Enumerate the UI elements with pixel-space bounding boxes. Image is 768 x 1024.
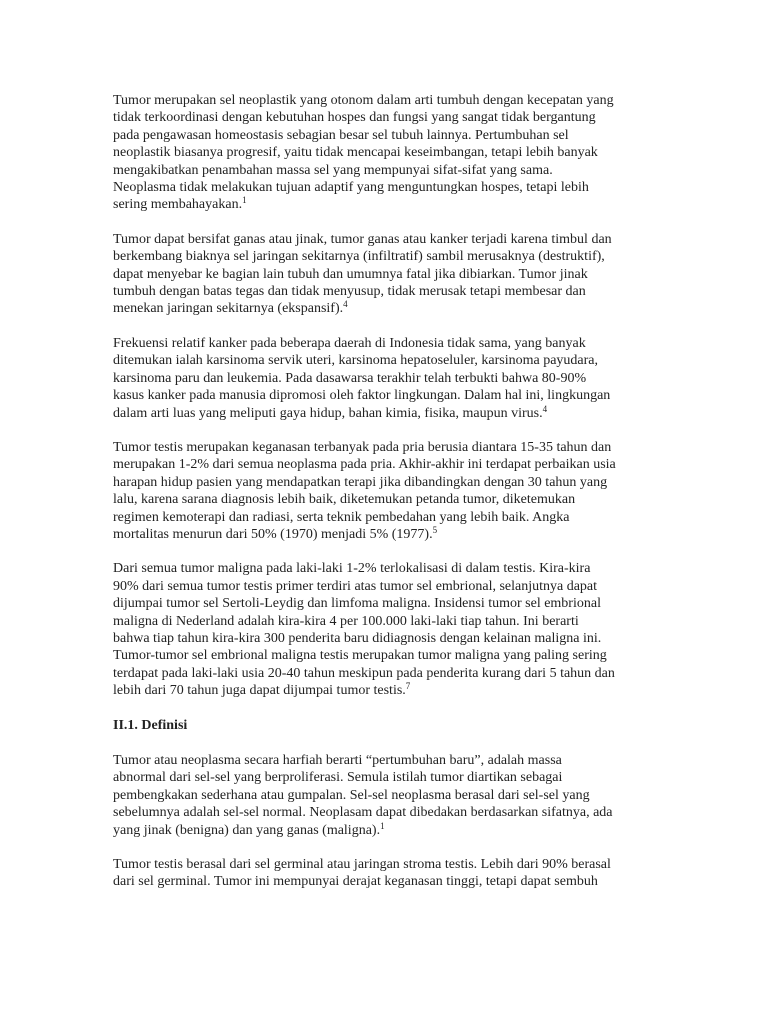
paragraph-line: abnormal dari sel-sel yang berproliferasi. Semula istilah tumor diartikan sebagai (113, 770, 563, 786)
citation-superscript: 1 (380, 820, 385, 831)
paragraph-line (113, 822, 658, 839)
paragraph-line: pembengkakan sederhana atau gumpalan. Sel-sel neoplasma berasal dari sel-sel yang (113, 787, 590, 803)
paragraph-line: 90% dari semua tumor testis primer terdiri atas tumor sel embrional, selanjutnya dapat (113, 578, 598, 594)
paragraph (113, 439, 658, 543)
citation-superscript: 5 (432, 524, 438, 535)
paragraph-line: Frekuensi relatif kanker pada beberapa daerah di Indonesia tidak sama, yang banyak (113, 335, 586, 351)
paragraph-line: maligna di Nederland adalah kira-kira 4 per 100.000 laki-laki tiap tahun. Ini berarti (113, 613, 579, 629)
paragraph-line-text: lebih dari 70 tahun juga dapat dijumpai tumor testis. (113, 683, 406, 699)
paragraph-line: ditemukan ialah karsinoma servik uteri, karsinoma hepatoseluler, karsinoma payudara, (113, 353, 599, 369)
paragraph-line: pada pengawasan homeostasis sebagian besar sel tubuh lainnya. Pertumbuhan sel (113, 127, 569, 143)
document-body (113, 92, 658, 908)
paragraph (113, 752, 658, 839)
citation-superscript: 7 (405, 681, 411, 692)
paragraph-line: bahwa tiap tahun kira-kira 300 penderita baru didiagnosis dengan kelainan maligna ini. (113, 630, 602, 646)
paragraph (113, 560, 658, 699)
paragraph-line: karsinoma paru dan leukemia. Pada dasawarsa terakhir telah terbukti bahwa 80-90% (113, 370, 587, 386)
paragraph-line (113, 682, 658, 699)
paragraph (113, 92, 658, 214)
paragraph-line: mengakibatkan penambahan massa sel yang mempunyai sifat-sifat yang sama. (113, 162, 553, 178)
paragraph-line (113, 405, 658, 422)
paragraph-line: kasus kanker pada manusia dipromosi oleh faktor lingkungan. Dalam hal ini, lingkungan (113, 388, 611, 404)
paragraph-line: Tumor-tumor sel embrional maligna testis merupakan tumor maligna yang paling sering (113, 648, 607, 664)
citation-superscript: 4 (542, 403, 548, 414)
paragraph-line: Dari semua tumor maligna pada laki-laki 1-2% terlokalisasi di dalam testis. Kira-kira (113, 561, 591, 577)
paragraph (113, 335, 658, 422)
paragraph-line: Tumor merupakan sel neoplastik yang otonom dalam arti tumbuh dengan kecepatan yang (113, 93, 614, 108)
paragraph-line (113, 196, 658, 213)
paragraph-line: dapat menyebar ke bagian lain tubuh dan umumnya fatal jika dibiarkan. Tumor jinak (113, 266, 588, 282)
paragraph-line: harapan hidup pasien yang mendapatkan terapi jika dibandingkan dengan 30 tahun yang (113, 474, 608, 490)
paragraph-line: berkembang biaknya sel jaringan sekitarnya (infiltratif) sambil merusaknya (destruktif), (113, 249, 605, 265)
citation-superscript: 4 (343, 299, 348, 310)
paragraph-line: lalu, karena sarana diagnosis lebih baik, diketemukan petanda tumor, diketemukan (113, 492, 576, 508)
citation-superscript: 1 (242, 195, 247, 206)
paragraph-line: merupakan 1-2% dari semua neoplasma pada pria. Akhir-akhir ini terdapat perbaikan usia (113, 457, 616, 473)
paragraph-line: regimen kemoterapi dan radiasi, serta teknik pembedahan yang lebih baik. Angka (113, 509, 570, 525)
paragraph-line-text: mortalitas menurun dari 50% (1970) menjadi 5% (1977). (113, 526, 433, 542)
paragraph-line-text: dalam arti luas yang meliputi gaya hidup, bahan kimia, fisika, maupun virus. (113, 405, 543, 421)
section-heading: II.1. Definisi (113, 717, 188, 733)
paragraph-line: Tumor dapat bersifat ganas atau jinak, tumor ganas atau kanker terjadi karena timbul dan (113, 231, 612, 247)
paragraph-line: neoplastik biasanya progresif, yaitu tidak mencapai keseimbangan, tetapi lebih banyak (113, 145, 598, 161)
paragraph-line: Tumor atau neoplasma secara harfiah berarti “pertumbuhan baru”, adalah massa (113, 753, 562, 768)
paragraph-line: terdapat pada laki-laki usia 20-40 tahun meskipun pada penderita kurang dari 5 tahun dan (113, 665, 615, 681)
paragraph-line: Tumor testis merupakan keganasan terbanyak pada pria berusia diantara 15-35 tahun dan (113, 439, 612, 455)
paragraph (113, 231, 658, 318)
paragraph-line: dari sel germinal. Tumor ini mempunyai derajat keganasan tinggi, tetapi dapat sembuh (113, 874, 598, 890)
paragraph-line-text: yang jinak (benigna) dan yang ganas (maligna). (113, 822, 381, 838)
paragraph-line (113, 526, 658, 543)
paragraph-line (113, 300, 658, 317)
paragraph-line-text: sering membahayakan. (113, 197, 243, 213)
paragraph-line-text: menekan jaringan sekitarnya (ekspansif). (113, 301, 344, 317)
paragraph-line: tumbuh dengan batas tegas dan tidak menyusup, tidak merusak tetapi membesar dan (113, 284, 586, 300)
paragraph-line: Tumor testis berasal dari sel germinal atau jaringan stroma testis. Lebih dari 90% berasal (113, 857, 611, 873)
paragraph (113, 856, 658, 891)
paragraph-line: dijumpai tumor sel Sertoli-Leydig dan limfoma maligna. Insidensi tumor sel embrional (113, 596, 601, 612)
definition-section (113, 752, 658, 891)
paragraph-line: sebelumnya adalah sel-sel normal. Neoplasam dapat dibedakan berdasarkan sifatnya, ada (113, 805, 613, 821)
paragraph-line: tidak terkoordinasi dengan kebutuhan hospes dan fungsi yang sangat tidak bergantung (113, 110, 596, 126)
intro-section (113, 92, 658, 700)
paragraph-line: Neoplasma tidak melakukan tujuan adaptif yang menguntungkan hospes, tetapi lebih (113, 180, 589, 196)
